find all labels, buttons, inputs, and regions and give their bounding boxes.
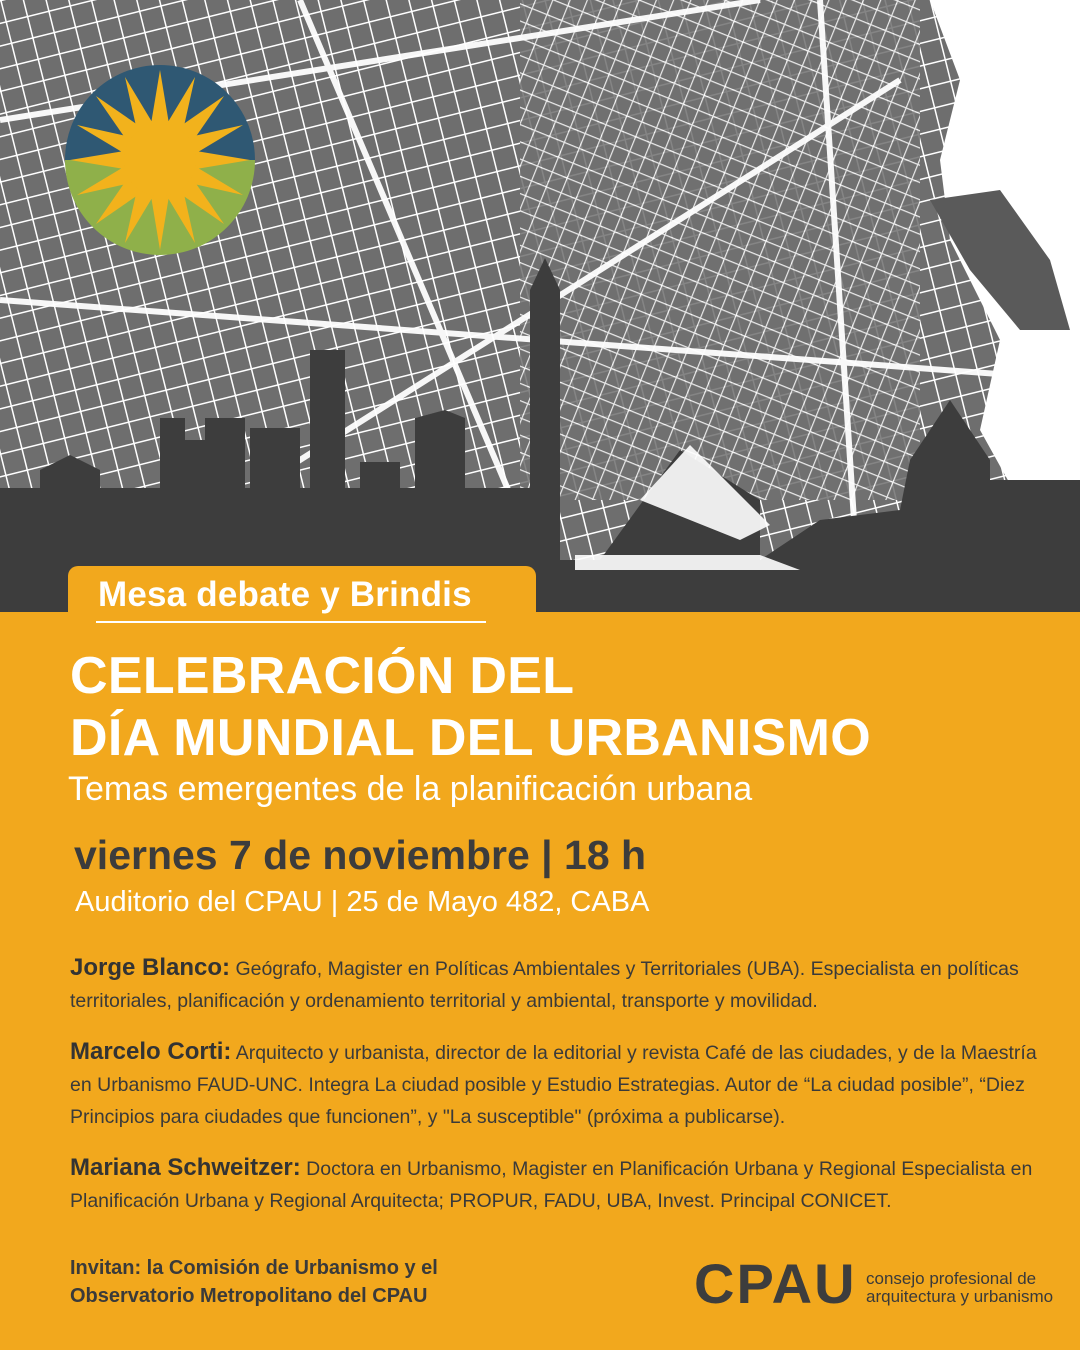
cpau-logo-text: consejo profesional de arquitectura y urbanismo — [866, 1269, 1054, 1306]
speaker-bio — [70, 1152, 1050, 1217]
event-type-label: Mesa debate y Brindis — [98, 575, 472, 614]
event-date-time: viernes 7 de noviembre | 18 h — [74, 832, 647, 878]
event-venue: Auditorio del CPAU | 25 de Mayo 482, CABA — [75, 886, 650, 918]
speaker-bio — [70, 1036, 1050, 1133]
cpau-logo-mark: CPAU — [694, 1252, 857, 1315]
event-title-line2: DÍA MUNDIAL DEL URBANISMO — [70, 709, 871, 767]
event-subtitle: Temas emergentes de la planificación urbana — [68, 770, 753, 808]
speaker-name: Jorge Blanco: — [70, 954, 231, 981]
invitation-text: Invitan: la Comisión de Urbanismo y el Observatorio Metropolitano del CPAU — [70, 1257, 438, 1307]
city-map-illustration — [0, 0, 1080, 612]
speaker-name: Mariana Schweitzer: — [70, 1154, 301, 1181]
speaker-description: Arquitecto y urbanista, director de la editorial y revista Café de las ciudades, y de la Maestría en Urbanismo FAUD-UNC. Integra La ciudad posible y Estudio Estrategias. Autor de “La ciudad posible”, “Diez Principios para ciudades que funcionen”, y "La susceptible" (próxima a publicarse). — [70, 1042, 1037, 1128]
event-title-line1: CELEBRACIÓN DEL — [70, 647, 575, 705]
speaker-description: Geógrafo, Magister en Políticas Ambientales y Territoriales (UBA). Especialista en políticas territoriales, planificación y ordenamiento territorial y ambiental, transporte y movilidad. — [70, 958, 1019, 1012]
speaker-bio — [70, 952, 1050, 1017]
speaker-name: Marcelo Corti: — [70, 1038, 232, 1065]
event-type-underline — [96, 621, 486, 623]
speaker-description: Doctora en Urbanismo, Magister en Planificación Urbana y Regional Especialista en Planificación Urbana y Regional Arquitecta; PROPUR, FADU, UBA, Invest. Principal CONICET. — [70, 1158, 1033, 1212]
